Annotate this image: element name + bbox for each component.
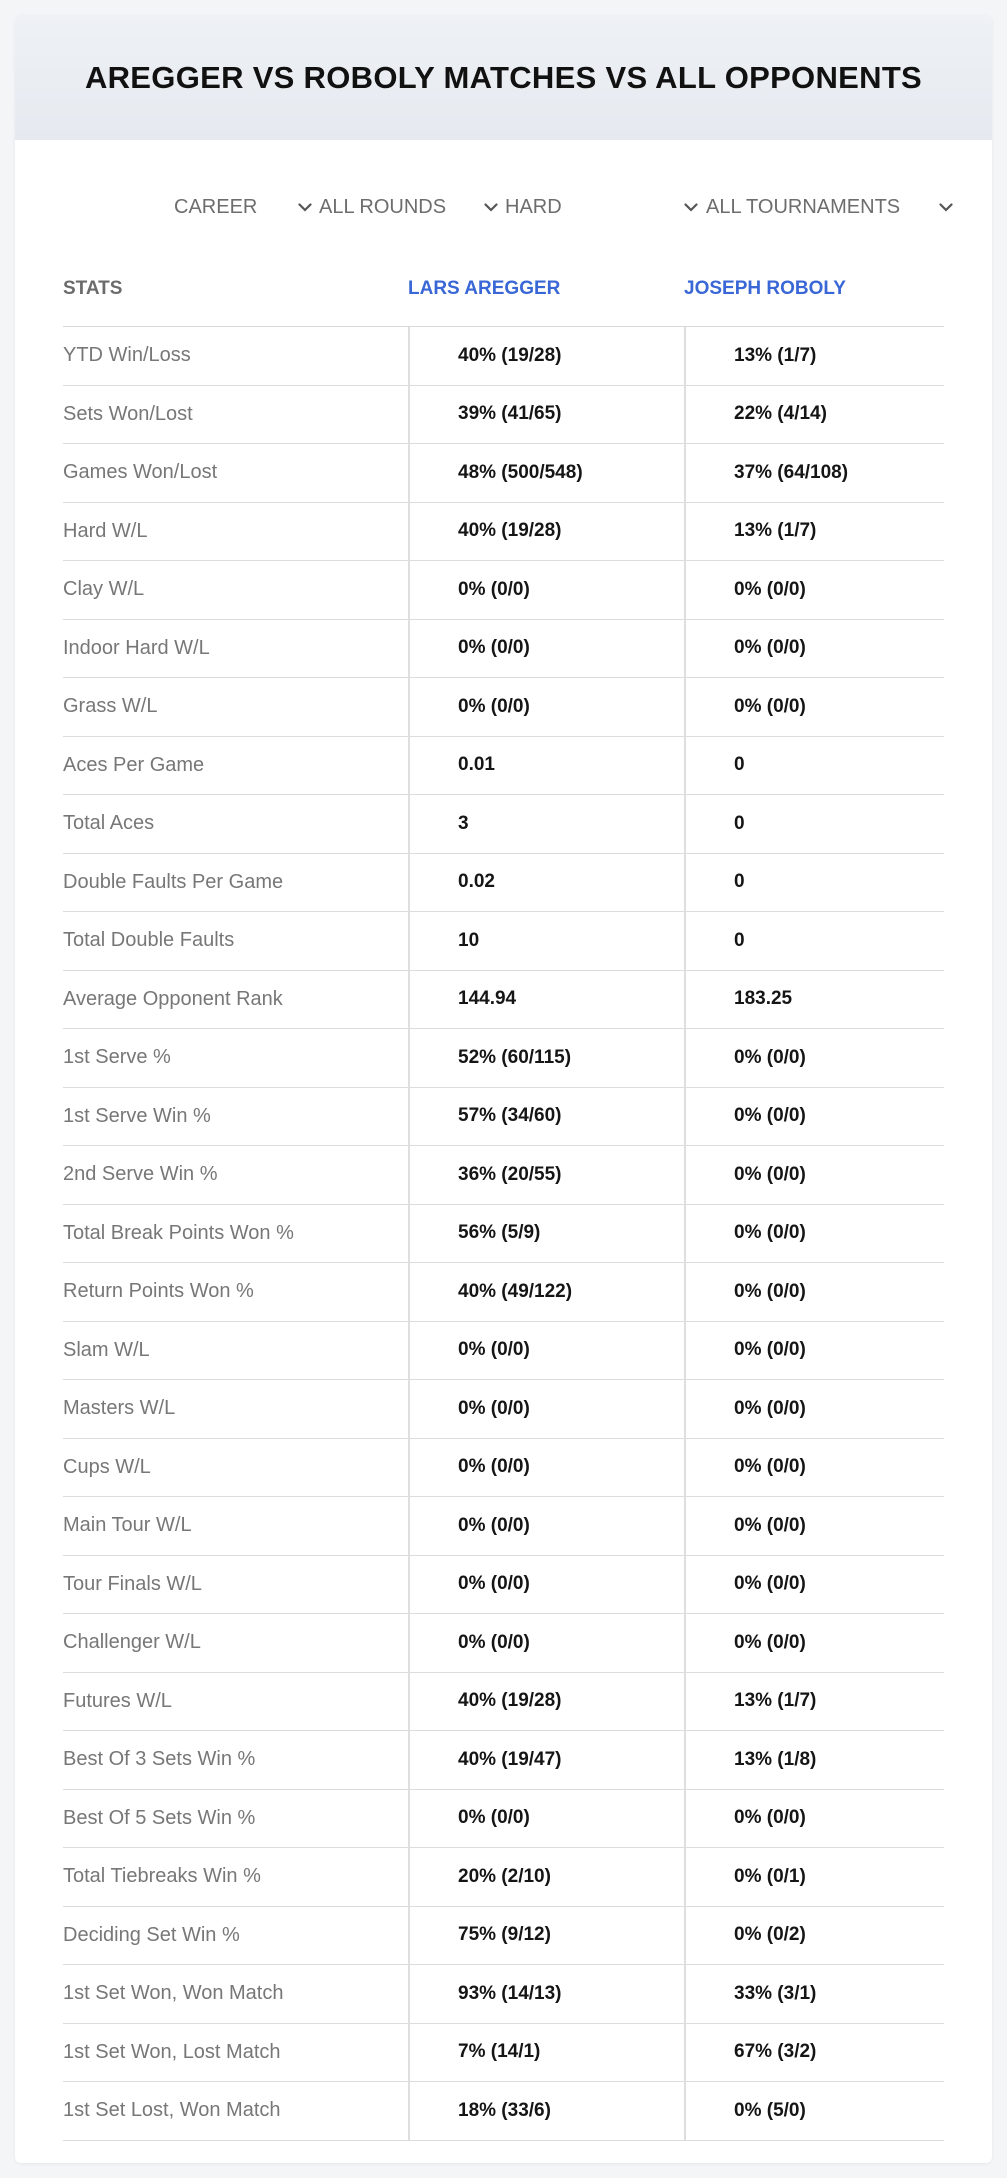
player2-value: 37% (64/108) xyxy=(684,444,944,502)
player1-value: 0.02 xyxy=(408,854,684,912)
player2-value: 13% (1/7) xyxy=(684,327,944,385)
player1-value: 20% (2/10) xyxy=(408,1848,684,1906)
player1-value: 39% (41/65) xyxy=(408,386,684,444)
player1-value: 0.01 xyxy=(408,737,684,795)
player1-value: 48% (500/548) xyxy=(408,444,684,502)
table-row xyxy=(63,2024,944,2083)
player1-value: 0% (0/0) xyxy=(408,620,684,678)
stat-label: Clay W/L xyxy=(63,578,145,601)
player1-value: 57% (34/60) xyxy=(408,1088,684,1146)
player2-value: 183.25 xyxy=(684,971,944,1029)
player1-value: 93% (14/13) xyxy=(408,1965,684,2023)
header-stats: STATS xyxy=(63,277,123,299)
stat-label: 1st Serve Win % xyxy=(63,1104,211,1127)
table-row xyxy=(63,1673,944,1732)
stat-label: Indoor Hard W/L xyxy=(63,636,210,659)
stats-table xyxy=(63,251,944,2141)
player2-value: 0% (0/0) xyxy=(684,1614,944,1672)
player1-value: 0% (0/0) xyxy=(408,678,684,736)
player2-value: 0% (0/2) xyxy=(684,1907,944,1965)
table-row xyxy=(63,561,944,620)
stat-label: Total Aces xyxy=(63,812,155,835)
table-row xyxy=(63,795,944,854)
player1-value: 0% (0/0) xyxy=(408,1497,684,1555)
player1-name[interactable]: LARS AREGGER xyxy=(408,277,561,299)
table-row xyxy=(63,1497,944,1556)
player1-value: 0% (0/0) xyxy=(408,1322,684,1380)
table-row xyxy=(63,1731,944,1790)
table-header xyxy=(63,251,944,327)
table-body xyxy=(63,327,944,2141)
player2-value: 22% (4/14) xyxy=(684,386,944,444)
filter-tournaments-value: ALL TOURNAMENTS xyxy=(706,195,901,218)
stat-label: Best Of 5 Sets Win % xyxy=(63,1806,256,1829)
player1-value: 0% (0/0) xyxy=(408,561,684,619)
stat-label: Cups W/L xyxy=(63,1455,151,1478)
player1-value: 10 xyxy=(408,912,684,970)
player2-value: 0% (0/0) xyxy=(684,620,944,678)
table-row xyxy=(63,1029,944,1088)
player2-value: 0% (0/0) xyxy=(684,561,944,619)
player2-value: 0% (0/0) xyxy=(684,1439,944,1497)
table-row xyxy=(63,1614,944,1673)
player1-value: 40% (19/28) xyxy=(408,503,684,561)
stat-label: Grass W/L xyxy=(63,695,158,718)
player2-value: 0% (0/0) xyxy=(684,1146,944,1204)
player1-value: 0% (0/0) xyxy=(408,1556,684,1614)
stat-label: Masters W/L xyxy=(63,1397,176,1420)
player2-name[interactable]: JOSEPH ROBOLY xyxy=(684,277,846,299)
table-row xyxy=(63,854,944,913)
player1-value: 7% (14/1) xyxy=(408,2024,684,2082)
table-row xyxy=(63,737,944,796)
stat-label: 1st Set Lost, Won Match xyxy=(63,2099,281,2122)
chevron-down-icon xyxy=(297,199,313,215)
player2-value: 0% (0/0) xyxy=(684,1380,944,1438)
stat-label: Games Won/Lost xyxy=(63,461,218,484)
table-row xyxy=(63,1439,944,1498)
player1-value: 52% (60/115) xyxy=(408,1029,684,1087)
stat-label: Futures W/L xyxy=(63,1689,172,1712)
stat-label: 1st Serve % xyxy=(63,1046,171,1069)
table-row xyxy=(63,678,944,737)
player1-value: 40% (19/28) xyxy=(408,1673,684,1731)
stat-label: 1st Set Won, Lost Match xyxy=(63,2040,281,2063)
stat-label: Total Tiebreaks Win % xyxy=(63,1865,261,1888)
player1-value: 0% (0/0) xyxy=(408,1380,684,1438)
chevron-down-icon xyxy=(483,199,499,215)
filter-tournaments-select[interactable] xyxy=(706,187,954,227)
player1-value: 0% (0/0) xyxy=(408,1614,684,1672)
stat-label: Sets Won/Lost xyxy=(63,402,193,425)
filter-rounds-select[interactable] xyxy=(319,187,499,227)
stat-label: Hard W/L xyxy=(63,519,148,542)
player2-value: 0 xyxy=(684,795,944,853)
player2-value: 0% (0/0) xyxy=(684,1088,944,1146)
player2-value: 13% (1/7) xyxy=(684,1673,944,1731)
chevron-down-icon xyxy=(938,199,954,215)
stat-label: Total Double Faults xyxy=(63,929,235,952)
filter-surface-value: HARD xyxy=(505,195,562,218)
filter-career-value: CAREER xyxy=(174,195,258,218)
filter-bar xyxy=(15,187,992,227)
table-row xyxy=(63,1907,944,1966)
table-row xyxy=(63,1556,944,1615)
stat-label: Total Break Points Won % xyxy=(63,1221,294,1244)
table-row xyxy=(63,1965,944,2024)
player2-value: 13% (1/8) xyxy=(684,1731,944,1789)
stat-label: Double Faults Per Game xyxy=(63,870,284,893)
player1-value: 56% (5/9) xyxy=(408,1205,684,1263)
table-row xyxy=(63,1263,944,1322)
stat-label: Slam W/L xyxy=(63,1338,150,1361)
stat-label: Main Tour W/L xyxy=(63,1514,192,1537)
player2-value: 0% (0/0) xyxy=(684,1263,944,1321)
player2-link[interactable] xyxy=(684,278,944,300)
stat-label: Challenger W/L xyxy=(63,1631,201,1654)
stat-label: Tour Finals W/L xyxy=(63,1572,202,1595)
stat-label: YTD Win/Loss xyxy=(63,344,191,367)
player1-value: 36% (20/55) xyxy=(408,1146,684,1204)
player2-value: 0% (0/0) xyxy=(684,1790,944,1848)
table-row xyxy=(63,620,944,679)
table-row xyxy=(63,1380,944,1439)
stats-card xyxy=(15,15,992,2163)
player2-value: 13% (1/7) xyxy=(684,503,944,561)
table-row xyxy=(63,327,944,386)
player1-link[interactable] xyxy=(408,278,684,300)
player1-value: 40% (19/28) xyxy=(408,327,684,385)
stat-label: Aces Per Game xyxy=(63,753,205,776)
stat-label: 2nd Serve Win % xyxy=(63,1163,218,1186)
page-title: AREGGER VS ROBOLY MATCHES VS ALL OPPONENTS xyxy=(84,59,923,95)
player2-value: 0 xyxy=(684,912,944,970)
player1-value: 40% (49/122) xyxy=(408,1263,684,1321)
stat-label: Deciding Set Win % xyxy=(63,1923,240,1946)
player2-value: 33% (3/1) xyxy=(684,1965,944,2023)
table-row xyxy=(63,444,944,503)
player1-value: 0% (0/0) xyxy=(408,1790,684,1848)
filter-rounds-value: ALL ROUNDS xyxy=(319,195,447,218)
player2-value: 0% (0/0) xyxy=(684,1029,944,1087)
player1-value: 18% (33/6) xyxy=(408,2082,684,2140)
table-row xyxy=(63,912,944,971)
player1-value: 40% (19/47) xyxy=(408,1731,684,1789)
player2-value: 0% (5/0) xyxy=(684,2082,944,2140)
table-row xyxy=(63,2082,944,2141)
player2-value: 0 xyxy=(684,854,944,912)
stat-label: Average Opponent Rank xyxy=(63,987,283,1010)
player1-value: 3 xyxy=(408,795,684,853)
table-row xyxy=(63,503,944,562)
player2-value: 0% (0/0) xyxy=(684,1556,944,1614)
player2-value: 0% (0/1) xyxy=(684,1848,944,1906)
stat-label: Return Points Won % xyxy=(63,1280,254,1303)
player2-value: 67% (3/2) xyxy=(684,2024,944,2082)
table-row xyxy=(63,1322,944,1381)
player2-value: 0% (0/0) xyxy=(684,1205,944,1263)
table-row xyxy=(63,1848,944,1907)
page-header xyxy=(15,15,992,140)
player2-value: 0 xyxy=(684,737,944,795)
table-row xyxy=(63,1205,944,1264)
filter-surface-select[interactable] xyxy=(505,187,699,227)
player2-value: 0% (0/0) xyxy=(684,1322,944,1380)
stat-label: Best Of 3 Sets Win % xyxy=(63,1748,256,1771)
stat-label: 1st Set Won, Won Match xyxy=(63,1982,284,2005)
table-row xyxy=(63,971,944,1030)
table-row xyxy=(63,1088,944,1147)
chevron-down-icon xyxy=(683,199,699,215)
table-row xyxy=(63,1790,944,1849)
table-row xyxy=(63,386,944,445)
player2-value: 0% (0/0) xyxy=(684,678,944,736)
filter-career-select[interactable] xyxy=(174,187,313,227)
player1-value: 144.94 xyxy=(408,971,684,1029)
player1-value: 0% (0/0) xyxy=(408,1439,684,1497)
table-row xyxy=(63,1146,944,1205)
player2-value: 0% (0/0) xyxy=(684,1497,944,1555)
player1-value: 75% (9/12) xyxy=(408,1907,684,1965)
